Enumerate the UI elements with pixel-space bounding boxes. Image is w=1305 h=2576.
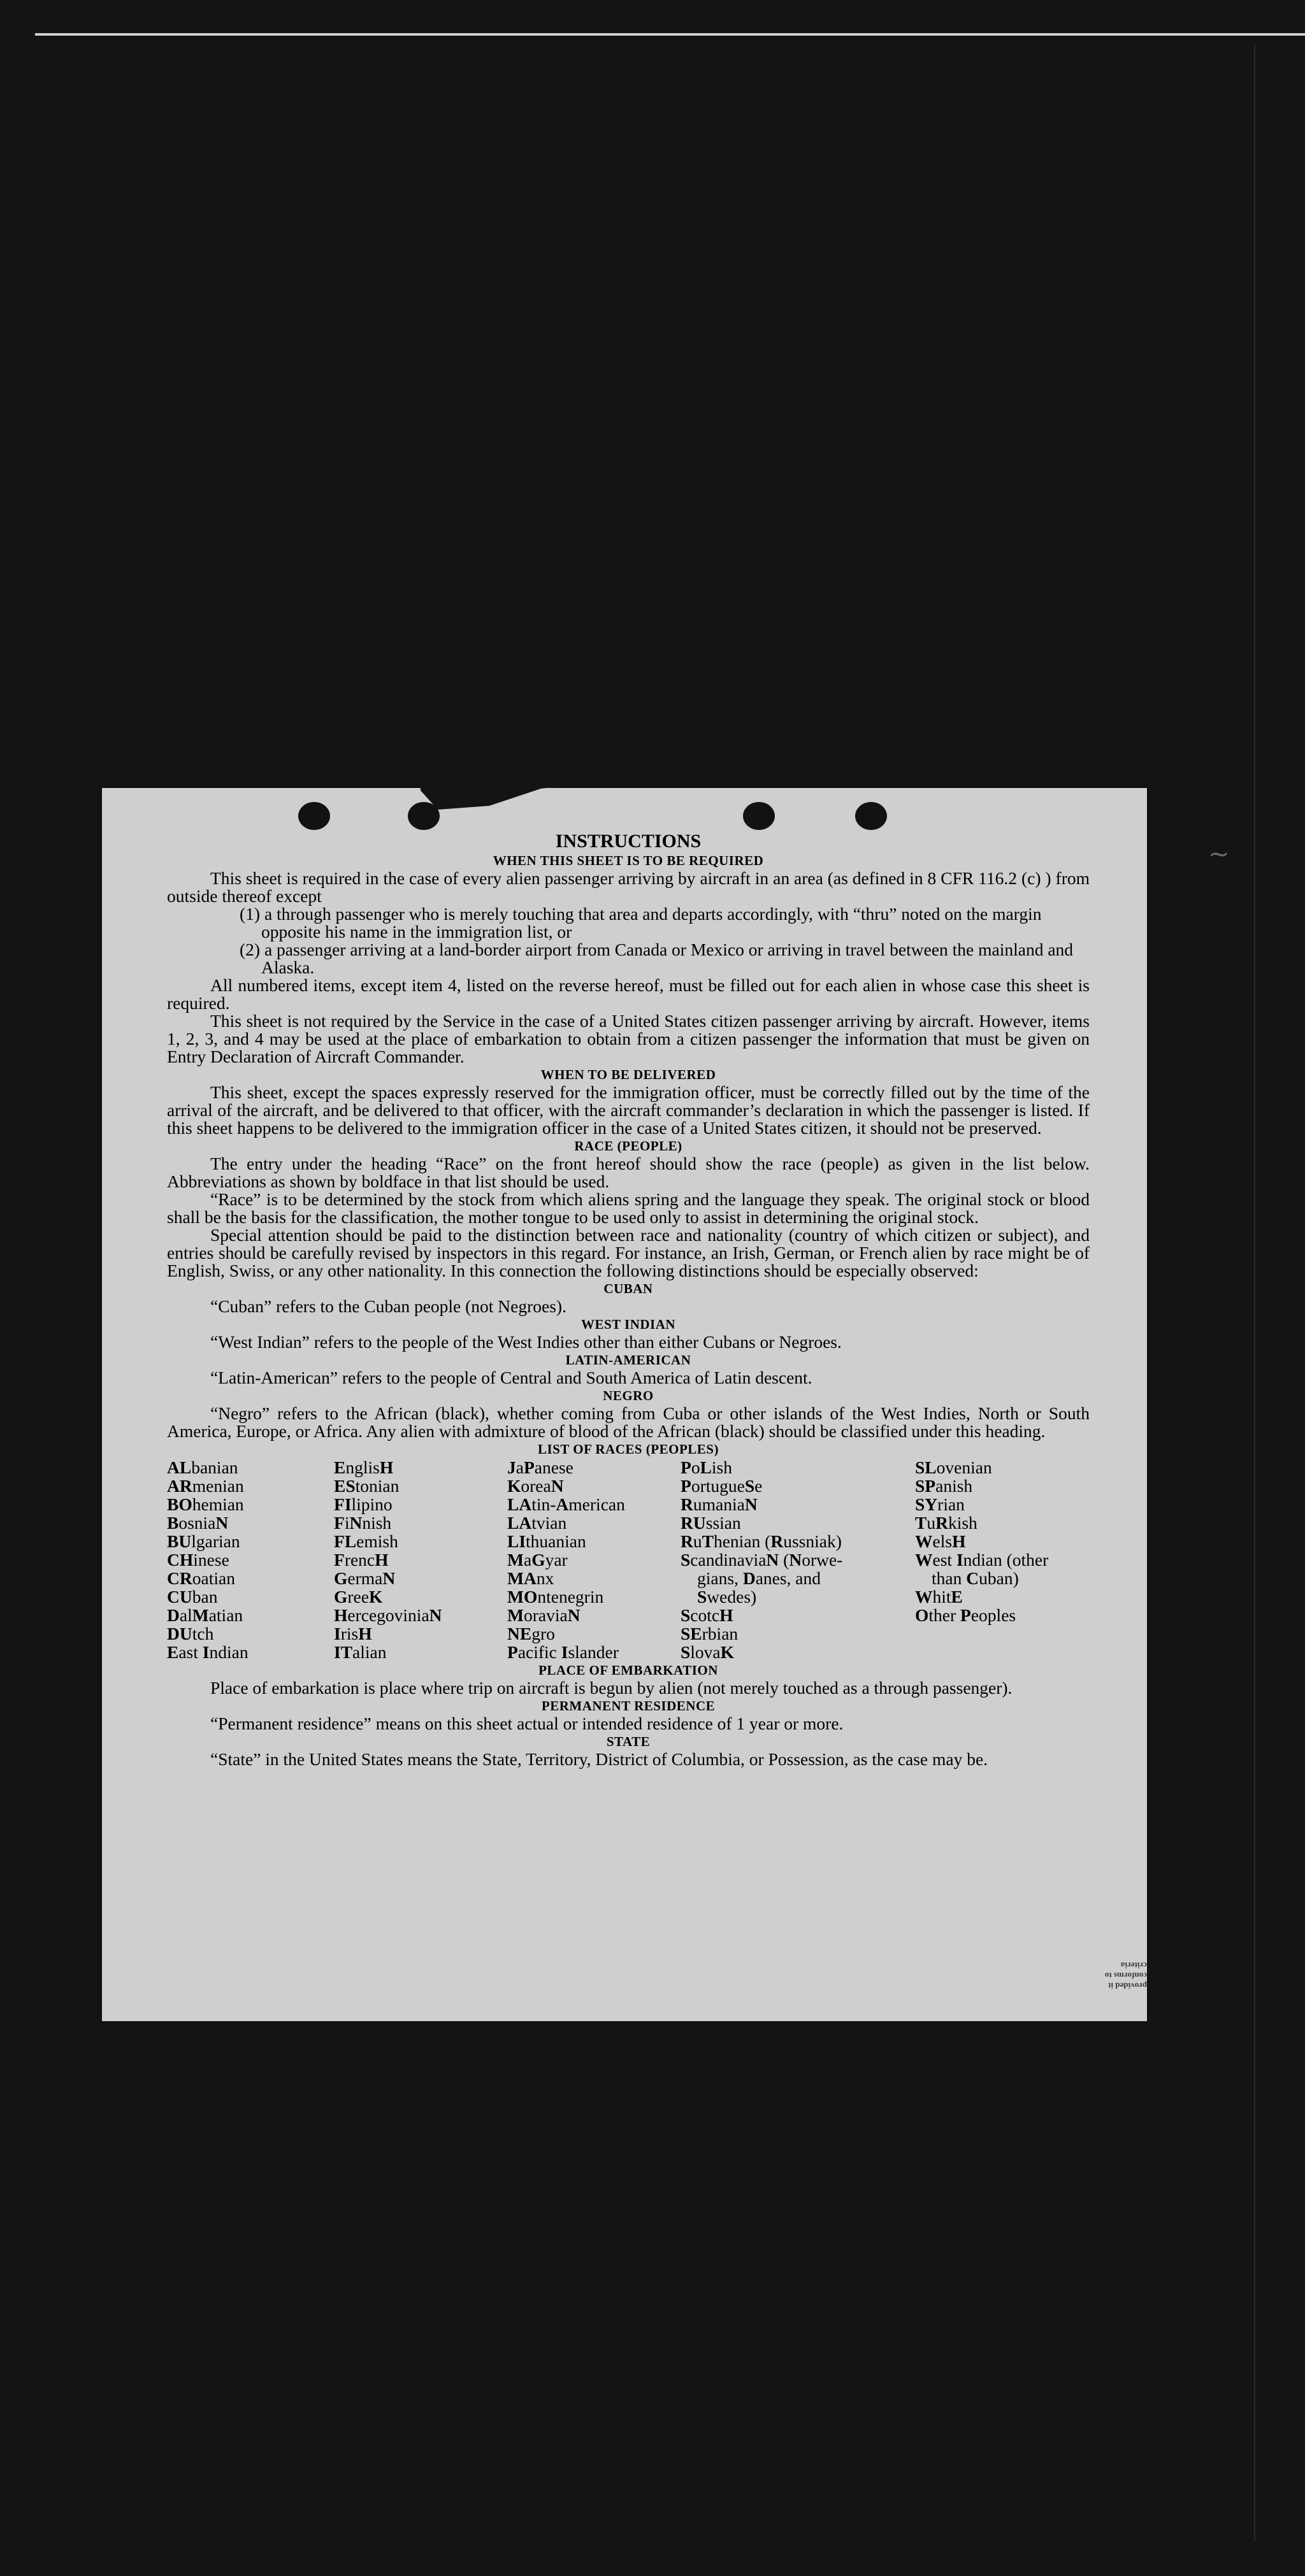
race-item: FLemish (334, 1531, 398, 1551)
heading-negro: NEGRO (603, 1388, 654, 1403)
race-item: ScotcH (681, 1605, 733, 1625)
race-item: RumaniaN (681, 1494, 758, 1514)
race-item: LIthuanian (507, 1531, 586, 1551)
race-item: MOntenegrin (507, 1587, 604, 1606)
page-title: INSTRUCTIONS (555, 831, 702, 852)
race-item: Pacific Islander (507, 1642, 619, 1662)
race-item: LAtin-American (507, 1494, 625, 1514)
race-item: ARmenian (167, 1476, 244, 1496)
heading-cuban: CUBAN (603, 1281, 653, 1296)
race-item: ALbanian (167, 1457, 238, 1477)
race-item: WelsH (915, 1531, 966, 1551)
race-column-2 (334, 1458, 507, 1661)
paragraph-embarkation: Place of embarkation is place where trip on aircraft is begun by alien (not merely touched as a through passenger). (210, 1678, 1013, 1698)
punch-hole-2 (408, 802, 440, 830)
heading-list-of-races: LIST OF RACES (PEOPLES) (538, 1442, 719, 1457)
punch-hole-3 (743, 802, 775, 830)
heading-race: RACE (PEOPLE) (574, 1138, 682, 1154)
heading-state: STATE (606, 1734, 651, 1749)
race-item: than Cuban) (932, 1568, 1019, 1588)
race-item: gians, Danes, and (697, 1568, 821, 1588)
race-item: TuRkish (915, 1513, 977, 1533)
race-item: RUssian (681, 1513, 741, 1533)
race-item: ITalian (334, 1642, 387, 1662)
race-item: CRoatian (167, 1568, 235, 1588)
heading-latin-american: LATIN-AMERICAN (565, 1352, 691, 1368)
race-item: DalMatian (167, 1605, 243, 1625)
race-column-3 (507, 1458, 681, 1661)
paragraph-cuban: “Cuban” refers to the Cuban people (not Negroes). (210, 1296, 566, 1316)
race-item: SlovaK (681, 1642, 735, 1662)
race-item: CHinese (167, 1550, 229, 1570)
paragraph-state: “State” in the United States means the State, Territory, District of Columbia, or Possession, as the case may be. (210, 1749, 988, 1769)
race-item: FIlipino (334, 1494, 393, 1514)
instructions-body (167, 831, 1090, 1768)
race-item: IrisH (334, 1624, 372, 1643)
race-item: JaPanese (507, 1457, 573, 1477)
heading-when-required: WHEN THIS SHEET IS TO BE REQUIRED (493, 853, 764, 868)
paragraph-race-3: Special attention should be paid to the distinction between race and nationality (country of which citizen or subject), and entries should be carefully revised by inspectors in this regard. For instance, an Irish, German, or French alien by race might be of English, Swiss, or any other nationality. In this connection the following distinctions should be especially observed: (167, 1225, 1090, 1280)
race-item: SPanish (915, 1476, 973, 1496)
reversed-bleed-text: provided it conforms to criteria (1104, 1961, 1147, 1991)
race-column-4 (681, 1458, 915, 1661)
race-item: MoraviaN (507, 1605, 580, 1625)
race-item: ScandinaviaN (Norwe- (681, 1550, 843, 1570)
race-item: BUlgarian (167, 1531, 240, 1551)
race-item: HercegoviniaN (334, 1605, 442, 1625)
race-item: FiNnish (334, 1513, 392, 1533)
paragraph-negro: “Negro” refers to the African (black), whether coming from Cuba or other islands of the West Indies, North or South America, Europe, or Africa. Any alien with admixture of blood of the African (black) should be classified under this heading. (167, 1403, 1090, 1441)
punch-hole-4 (855, 802, 887, 830)
torn-edge (421, 775, 593, 813)
margin-mark: ~ (1208, 840, 1230, 869)
race-item: PoLish (681, 1457, 732, 1477)
race-item: FrencH (334, 1550, 389, 1570)
paragraph-when-delivered: This sheet, except the spaces expressly reserved for the immigration officer, must be correctly filled out by the time of the arrival of the aircraft, and be delivered to that officer, with the aircraft commander’s declaration in which the passenger is listed. If this sheet happens to be delivered to the immigration officer in the case of a United States citizen, it should not be preserved. (167, 1082, 1090, 1138)
race-item: PortugueSe (681, 1476, 763, 1496)
race-item: CUban (167, 1587, 218, 1606)
race-item: GreeK (334, 1587, 383, 1606)
race-item: NEgro (507, 1624, 555, 1643)
race-item: Other Peoples (915, 1605, 1016, 1625)
race-item: MAnx (507, 1568, 554, 1588)
exception-2: (2) a passenger arriving at a land-border airport from Canada or Mexico or arriving in travel between the mainland and Alaska. (240, 940, 1074, 977)
race-item: East Indian (167, 1642, 249, 1662)
paragraph-race-2: “Race” is to be determined by the stock from which aliens spring and the language they speak. The original stock or blood shall be the basis for the classification, the mother tongue to be used only to assist in determining the original stock. (167, 1189, 1090, 1227)
exception-1: (1) a through passenger who is merely touching that area and departs accordingly, with “thru” noted on the margin opposite his name in the immigration list, or (240, 904, 1042, 941)
race-item: Swedes) (697, 1587, 757, 1606)
race-item: RuThenian (Russniak) (681, 1531, 842, 1551)
race-item: BosniaN (167, 1513, 229, 1533)
race-item: KoreaN (507, 1476, 564, 1496)
race-item: BOhemian (167, 1494, 244, 1514)
heading-when-delivered: WHEN TO BE DELIVERED (540, 1067, 716, 1082)
paragraph-race-1: The entry under the heading “Race” on the front hereof should show the race (people) as given in the list below. Abbreviations as shown by boldface in that list should be used. (167, 1154, 1090, 1191)
race-column-5 (915, 1458, 1088, 1661)
race-item: West Indian (other (915, 1550, 1049, 1570)
paragraph-when-required-3: This sheet is not required by the Service in the case of a United States citizen passenger arriving by aircraft. However, items 1, 2, 3, and 4 may be used at the place of embarkation to obtain from a citizen passenger the information that must be given on Entry Declaration of Aircraft Commander. (167, 1011, 1090, 1066)
paragraph-latin-american: “Latin-American” refers to the people of Central and South America of Latin descent. (210, 1368, 812, 1387)
race-list (167, 1458, 1090, 1661)
race-item: SErbian (681, 1624, 739, 1643)
race-item: EStonian (334, 1476, 400, 1496)
race-item: SLovenian (915, 1457, 992, 1477)
paragraph-when-required-2: All numbered items, except item 4, listed on the reverse hereof, must be filled out for each alien in whose case this sheet is required. (167, 975, 1090, 1013)
paragraph-west-indian: “West Indian” refers to the people of the West Indies other than either Cubans or Negroes. (210, 1332, 842, 1352)
race-item: SYrian (915, 1494, 965, 1514)
paragraph-residence: “Permanent residence” means on this sheet actual or intended residence of 1 year or more. (210, 1714, 844, 1733)
race-item: LAtvian (507, 1513, 567, 1533)
film-top-rule (35, 33, 1305, 36)
heading-west-indian: WEST INDIAN (580, 1317, 676, 1332)
punch-hole-1 (298, 802, 330, 830)
race-column-1 (167, 1458, 334, 1661)
heading-place-of-embarkation: PLACE OF EMBARKATION (538, 1663, 718, 1678)
race-item: GermaN (334, 1568, 396, 1588)
heading-permanent-residence: PERMANENT RESIDENCE (541, 1698, 716, 1714)
race-item: MaGyar (507, 1550, 568, 1570)
film-right-edge (1254, 45, 1255, 2542)
race-item: DUtch (167, 1624, 214, 1643)
race-item: EnglisH (334, 1457, 394, 1477)
paragraph-when-required-1: This sheet is required in the case of every alien passenger arriving by aircraft in an area (as defined in 8 CFR 116.2 (c) ) from outside thereof except (167, 868, 1090, 906)
race-item: WhitE (915, 1587, 963, 1606)
